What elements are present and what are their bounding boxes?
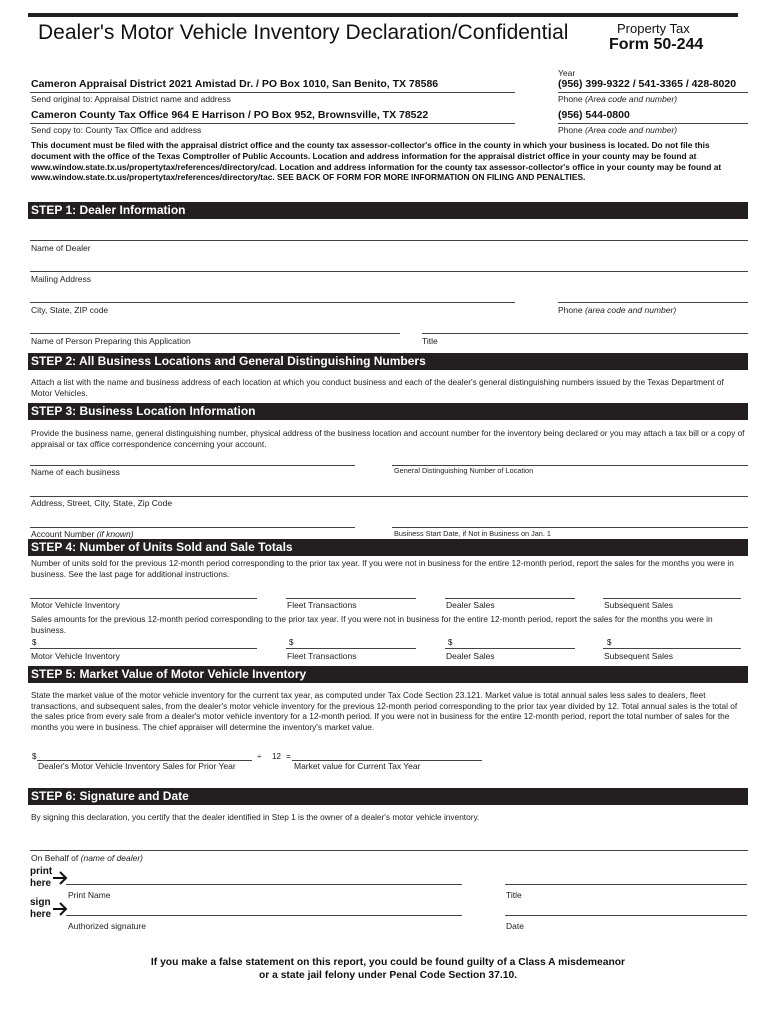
step3-text: Provide the business name, general distinguishing number, physical address of the business location and account number for the inventory being declared or you may attach a tax bill or a copy of appraisal or tax office correspondence concerning your account.: [31, 428, 745, 449]
sign-here-word1: sign: [30, 897, 51, 908]
sales-mv-dollar: $: [32, 638, 37, 647]
title-label: Title: [422, 336, 438, 346]
divide-symbol: ÷: [257, 752, 262, 761]
date-line[interactable]: [505, 915, 747, 916]
sales-mv-line[interactable]: [30, 648, 257, 649]
step6-heading: STEP 6: Signature and Date: [28, 788, 748, 805]
business-name-line[interactable]: [30, 465, 355, 466]
sales-fleet-line[interactable]: [286, 648, 416, 649]
step5-heading: STEP 5: Market Value of Motor Vehicle Inventory: [28, 666, 748, 683]
dealer-name-line[interactable]: [30, 240, 748, 241]
sales-mv-label: Motor Vehicle Inventory: [31, 651, 120, 661]
step1-heading: STEP 1: Dealer Information: [28, 202, 748, 219]
mailing-address-line[interactable]: [30, 271, 748, 272]
business-name-label: Name of each business: [31, 467, 120, 477]
tax-office-label: Send copy to: County Tax Office and address: [31, 125, 202, 135]
appraisal-phone-label: [558, 94, 677, 104]
appraisal-address-label: Send original to: Appraisal District name and address: [31, 94, 231, 104]
mv-sales-label: Dealer's Motor Vehicle Inventory Sales for Prior Year: [38, 761, 236, 771]
mailing-address-label: Mailing Address: [31, 274, 92, 284]
start-date-label: Business Start Date, if Not in Business on Jan. 1: [394, 529, 551, 538]
account-line[interactable]: [30, 527, 355, 528]
form-number: Form 50-244: [609, 36, 704, 53]
sales-dealer-line[interactable]: [445, 648, 575, 649]
print-here-word1: print: [30, 866, 53, 877]
phone-hint-text: (Area code and number): [584, 125, 678, 135]
print-here-marker: [30, 866, 52, 890]
preparer-line[interactable]: [30, 333, 400, 334]
sign-here-word2: here: [30, 909, 52, 920]
tax-phone-label: [558, 125, 677, 135]
date-label: Date: [506, 921, 524, 931]
on-behalf-line[interactable]: [30, 850, 748, 851]
step4-units-text: Number of units sold for the previous 12-month period corresponding to the prior tax year. If you were not in business for the entire 12-month period, report the sales for the months you were in business. See the last page for additional instructions.: [31, 558, 734, 579]
form-title: Dealer's Motor Vehicle Inventory Declaration/Confidential: [38, 21, 569, 44]
sign-here-marker: [30, 897, 51, 921]
step4-sales-text: Sales amounts for the previous 12-month period corresponding to the prior tax year. If you were not in business for the entire 12-month period, report the sales for the months you were in business.: [31, 614, 713, 635]
step4-heading: STEP 4: Number of Units Sold and Sale Totals: [28, 539, 748, 556]
address-label: Address, Street, City, State, Zip Code: [31, 498, 173, 508]
signer-title-label: Title: [506, 890, 522, 900]
appraisal-phone[interactable]: (956) 399-9322 / 541-3365 / 428-8020: [558, 78, 737, 90]
property-tax-label: Property Tax: [617, 21, 690, 36]
tax-office-line: [30, 123, 515, 124]
step2-heading: STEP 2: All Business Locations and General Distinguishing Numbers: [28, 353, 748, 370]
signature-line[interactable]: [66, 915, 462, 916]
city-label: City, State, ZIP code: [31, 305, 109, 315]
step6-text: By signing this declaration, you certify that the dealer identified in Step 1 is the owner of a dealer's motor vehicle inventory.: [31, 812, 480, 822]
equals-symbol: =: [286, 752, 291, 761]
market-value-label: Market value for Current Tax Year: [294, 761, 421, 771]
appraisal-district-address[interactable]: Cameron Appraisal District 2021 Amistad Dr. / PO Box 1010, San Benito, TX 78586: [31, 78, 439, 90]
phone-hint-text: (area code and number): [584, 305, 677, 315]
units-dealer-line[interactable]: [445, 598, 575, 599]
penalty-warning: [28, 956, 748, 982]
dealer-phone-label: [558, 305, 676, 315]
units-dealer-label: Dealer Sales: [446, 600, 495, 610]
units-fleet-line[interactable]: [286, 598, 416, 599]
title-line[interactable]: [422, 333, 748, 334]
account-label: [31, 529, 134, 539]
penalty-line-1: If you make a false statement on this report, you could be found guilty of a Class A misdemeanor: [150, 957, 626, 968]
sales-fleet-label: Fleet Transactions: [287, 651, 357, 661]
sales-subsequent-label: Subsequent Sales: [604, 651, 673, 661]
signature-label: Authorized signature: [68, 921, 146, 931]
mv-sales-dollar: $: [32, 752, 37, 761]
step5-text: State the market value of the motor vehicle inventory for the current tax year, as computed under Tax Code Section 23.121. Market value is total annual sales less sales to dealers, fleet transactions, and subsequent sales, from the dealer's motor vehicle inventory for the previous 12-month period corresponding to the prior tax year divided by 12. Total annual sales is the total of the sales price from every sale from a dealer's motor vehicle inventory for a 12-month period. If you were not in business for the entire 12-month period, report the total number of sales for the months you were in business. The chief appraiser will determine the inventory's market value.: [31, 690, 738, 732]
sales-dealer-label: Dealer Sales: [446, 651, 495, 661]
account-hint-text: (if known): [96, 529, 134, 539]
address-line[interactable]: [30, 496, 748, 497]
filing-notice: This document must be filed with the appraisal district office and the county tax assessor-collector's office in the county in which your business is located. Do not file this document with the office of the Texas Comptroller of Public Accounts. Location and address information for the appraisal district office in your county may be found at www.window.state.tx.us/propertytax/references/directory/cad. Location and address information for the county tax assessor-collector's office in your county may be found at www.window.state.tx.us/propertytax/references/directory/tac. SEE BACK OF FORM FOR MORE INFORMATION ON FILING AND PENALTIES.: [31, 140, 722, 183]
appraisal-address-line: [30, 92, 515, 93]
on-behalf-text: On Behalf of: [31, 853, 79, 863]
print-name-label: Print Name: [68, 890, 111, 900]
tax-office-phone[interactable]: (956) 544-0800: [558, 109, 630, 121]
phone-label-text: Phone: [558, 125, 583, 135]
step2-text: Attach a list with the name and business address of each location at which you conduct business and each of the dealer's general distinguishing numbers issued by the Texas Department of Motor Vehicles.: [31, 377, 724, 398]
year-label: Year: [558, 68, 576, 78]
dealer-name-label: Name of Dealer: [31, 243, 91, 253]
phone-label-text: Phone: [558, 94, 583, 104]
sales-subsequent-dollar: $: [607, 638, 612, 647]
sales-fleet-dollar: $: [289, 638, 294, 647]
signer-title-line[interactable]: [505, 884, 747, 885]
units-mv-line[interactable]: [30, 598, 257, 599]
city-line[interactable]: [30, 302, 515, 303]
tax-phone-line: [558, 123, 748, 124]
sales-dealer-dollar: $: [448, 638, 453, 647]
tax-office-address[interactable]: Cameron County Tax Office 964 E Harrison / PO Box 952, Brownsville, TX 78522: [31, 109, 429, 121]
units-subsequent-label: Subsequent Sales: [604, 600, 673, 610]
on-behalf-hint: (name of dealer): [80, 853, 144, 863]
units-fleet-label: Fleet Transactions: [287, 600, 357, 610]
penalty-line-2: or a state jail felony under Penal Code Section 37.10.: [258, 970, 518, 981]
sales-subsequent-line[interactable]: [603, 648, 741, 649]
phone-hint-text: (Area code and number): [584, 94, 678, 104]
top-rule: [28, 13, 738, 17]
print-here-word2: here: [30, 878, 52, 889]
phone-label-text: Phone: [558, 305, 583, 315]
start-date-line[interactable]: [392, 527, 748, 528]
preparer-label: Name of Person Preparing this Application: [31, 336, 191, 346]
arrow-right-icon: [52, 871, 68, 885]
print-name-line[interactable]: [66, 884, 462, 885]
gdn-label: General Distinguishing Number of Location: [394, 466, 534, 475]
appraisal-phone-line: [558, 92, 748, 93]
arrow-right-icon: [52, 902, 68, 916]
twelve-value: 12: [272, 752, 281, 761]
step3-heading: STEP 3: Business Location Information: [28, 403, 748, 420]
account-label-text: Account Number: [31, 529, 95, 539]
on-behalf-label: [31, 853, 143, 863]
units-subsequent-line[interactable]: [603, 598, 741, 599]
units-mv-label: Motor Vehicle Inventory: [31, 600, 120, 610]
dealer-phone-line[interactable]: [558, 302, 748, 303]
